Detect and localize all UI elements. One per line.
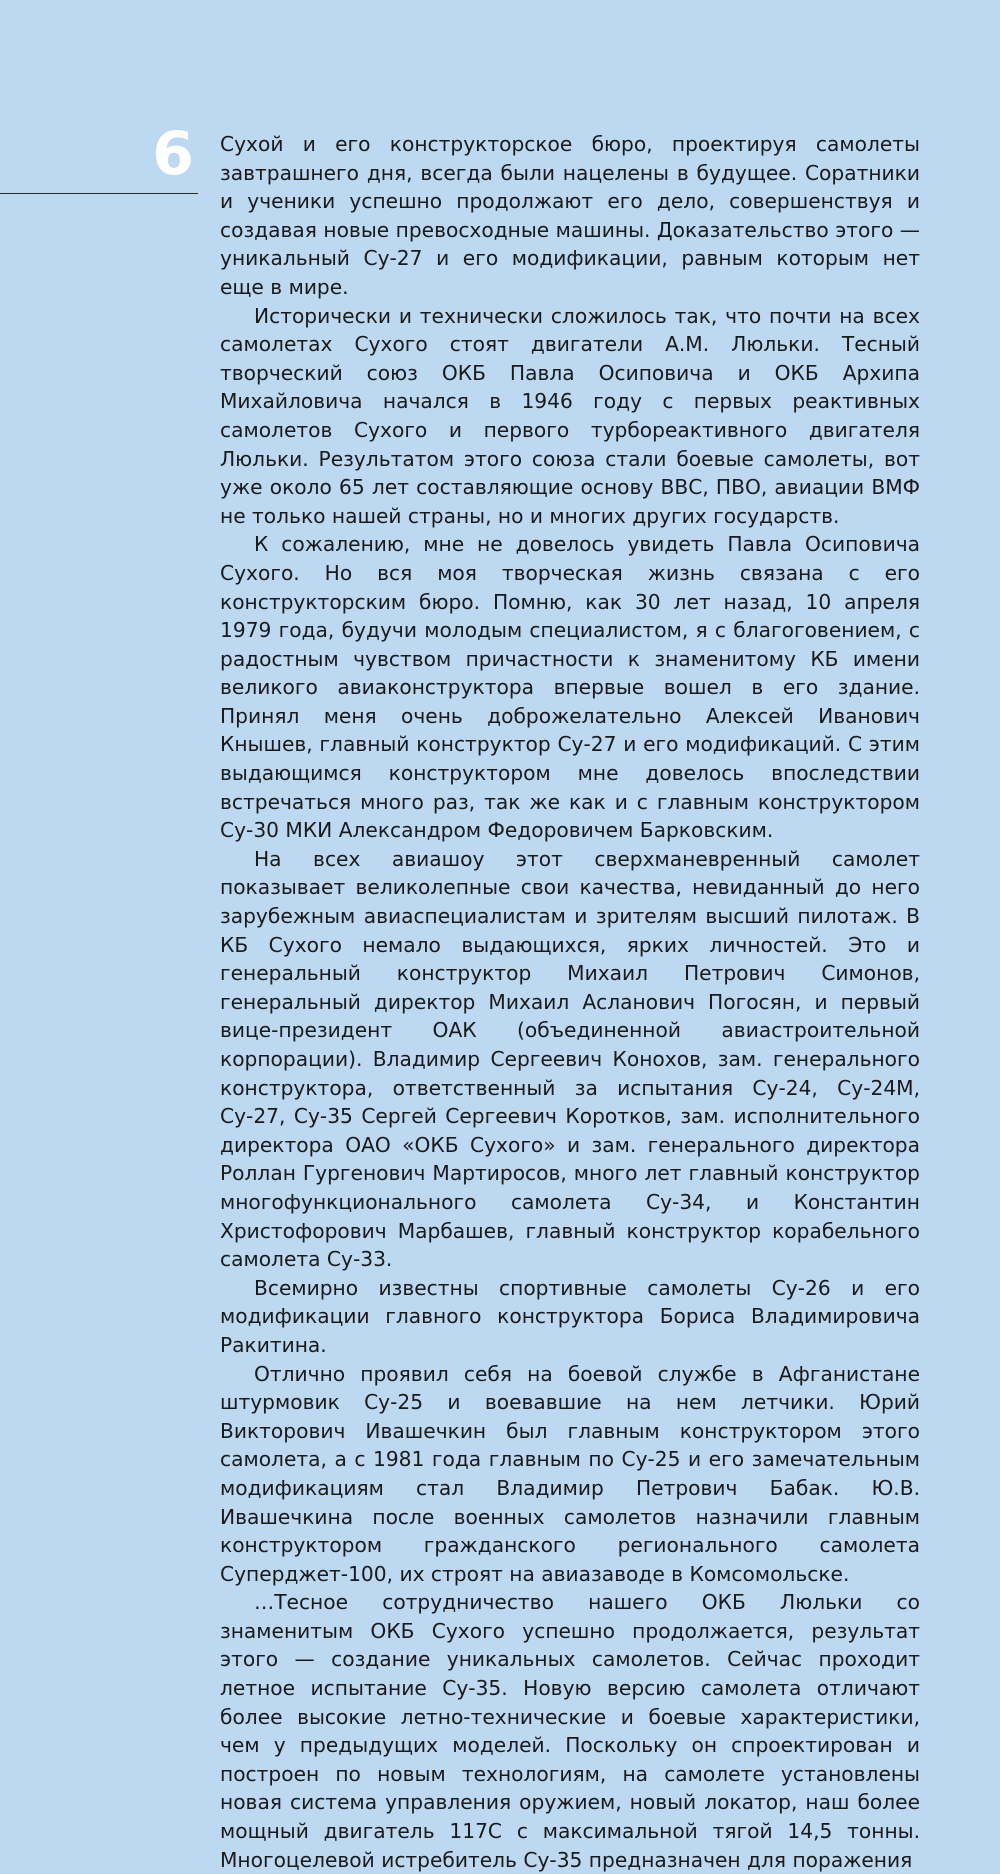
article-body	[220, 130, 920, 1874]
paragraph: …Тесное сотрудничество нашего ОКБ Люльки со знаменитым ОКБ Сухого успешно продолжается, результат этого — создание уникальных самолетов. Сейчас проходит летное испытание Су-35. Новую версию самолета отличают более высокие летно-технические и боевые характеристики, чем у предыдущих моделей. Поскольку он спроектирован и построен по новым технологиям, на самолете установлены новая система управления оружием, новый локатор, наш более мощный двигатель 117С с максимальной тягой 14,5 тонны. Многоцелевой истребитель Су-35 предназначен для поражения	[220, 1590, 920, 1872]
paragraph: К сожалению, мне не довелось увидеть Павла Осиповича Сухого. Но вся моя творческая жизнь связана с его конструкторским бюро. Помню, как 30 лет назад, 10 апреля 1979 года, будучи молодым специалистом, я с благоговением, с радостным чувством причастности к знаменитому КБ имени великого авиаконструктора впервые вошел в его здание. Принял меня очень доброжелательно Алексей Иванович Кнышев, главный конструктор Су-27 и его модификаций. С этим выдающимся конструктором мне довелось впоследствии встречаться много раз, так же как и с главным конструктором Су-30 МКИ Александром Федоровичем Барковским.	[220, 532, 920, 843]
paragraph: Отлично проявил себя на боевой службе в Афганистане штурмовик Су-25 и воевавшие на нем летчики. Юрий Викторович Ивашечкин был главным конструктором этого самолета, а с 1981 года главным по Су-25 и его замечательным модификациям стал Владимир Петрович Бабак. Ю.В. Ивашечкина после военных самолетов назначили главным конструктором гражданского регионального самолета Суперджет-100, их строят на авиазаводе в Комсомольске.	[220, 1361, 920, 1586]
paragraph: Исторически и технически сложилось так, что почти на всех самолетах Сухого стоят двигатели А.М. Люльки. Тесный творческий союз ОКБ Павла Осиповича и ОКБ Архипа Михайловича начался в 1946 году с первых реактивных самолетов Сухого и первого турбореактивного двигателя Люльки. Результатом этого союза стали боевые самолеты, вот уже около 65 лет составляющие основу ВВС, ПВО, авиации ВМФ не только нашей страны, но и многих других государств.	[220, 303, 920, 528]
paragraph: На всех авиашоу этот сверхманевренный самолет показывает великолепные свои качества, невиданный до него зарубежным авиаспециалистам и зрителям высший пилотаж. В КБ Сухого немало выдающихся, ярких личностей. Это и генеральный конструктор Михаил Петрович Симонов, генеральный директор Михаил Асланович Погосян, и первый вице-президент ОАК (объединенной авиастроительной корпорации). Владимир Сергеевич Конохов, зам. генерального конструктора, ответственный за испытания Су-24, Су-24М, Су-27, Су-35 Сергей Сергеевич Коротков, зам. исполнительного директора ОАО «ОКБ Сухого» и зам. генерального директора Роллан Гургенович Мартиросов, много лет главный конструктор многофункционального самолета Су-34, и Константин Христофорович Марбашев, главный конструктор корабельного самолета Су-33.	[220, 846, 920, 1272]
page-number: 6	[152, 119, 194, 189]
page-number-rule	[0, 193, 198, 194]
paragraph: Всемирно известны спортивные самолеты Су-26 и его модификации главного конструктора Бориса Владимировича Ракитина.	[220, 1275, 920, 1357]
paragraph: Сухой и его конструкторское бюро, проектируя самолеты завтрашнего дня, всегда были нацелены в будущее. Соратники и ученики успешно продолжают его дело, совершенствуя и создавая новые превосходные машины. Доказательство этого — уникальный Су-27 и его модификации, равным которым нет еще в мире.	[220, 132, 920, 299]
